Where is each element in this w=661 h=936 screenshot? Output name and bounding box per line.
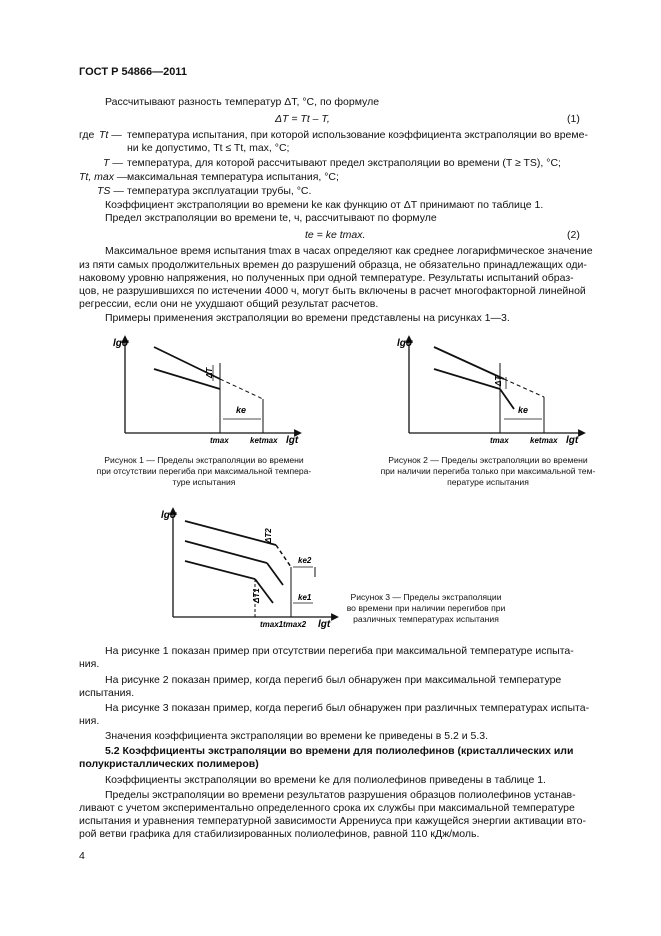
- paragraph-tmax-line-2: из пяти самых продолжительных времен до разрушений образца, не обязательно принадлежащих оди-: [79, 259, 587, 271]
- figure-1-diagram: [110, 333, 310, 445]
- after-line-2: ния.: [79, 658, 100, 670]
- fig1-upper-dashed: [220, 379, 263, 399]
- paragraph-tmax-line-5: регрессии, если они не ухудшают общий результат расчетов.: [79, 298, 379, 310]
- fig3-label-lgs: lgσ: [161, 510, 177, 521]
- figure-3-caption: [326, 592, 526, 625]
- after-line-3: На рисунке 2 показан пример, когда перегиб был обнаружен при максимальной температуре: [105, 674, 562, 686]
- where-ts-desc: температура эксплуатации трубы, °С.: [127, 185, 312, 197]
- paragraph-limits-line-3: испытания и уравнения температурной зависимости Аррениуса при кажущейся энергии активации вто-: [79, 815, 587, 827]
- where-word: где: [79, 129, 95, 141]
- fig2-caption-line-3: пературе испытания: [447, 477, 529, 487]
- paragraph-tmax-line-4: цов, не разрушившихся по истечении 4000 ч, могут быть включены в расчет многофакторной линейной: [79, 285, 586, 297]
- paragraph-ke: Коэффициент экстраполяции во времени ke как функцию от ΔT принимают по таблице 1.: [105, 199, 544, 211]
- fig3-line-1: [185, 521, 276, 545]
- fig3-line-3: [185, 561, 255, 579]
- where-t-desc: температура, для которой рассчитывают предел экстраполяции во времени (T ≥ TS), °С;: [127, 157, 561, 169]
- where-tt-symbol: Tt —: [99, 129, 122, 141]
- paragraph-te: Предел экстраполяции во времени te, ч, рассчитывают по формуле: [105, 212, 437, 224]
- where-ttmax-symbol: Tt, max —: [79, 171, 128, 183]
- fig2-upper-dashed: [504, 379, 544, 397]
- formula-1: ΔT = Tt – T,: [275, 113, 330, 125]
- after-line-4: испытания.: [79, 687, 135, 699]
- fig3-line-2: [185, 541, 267, 563]
- formula-2-number: (2): [567, 229, 580, 241]
- figure-2-caption: [360, 455, 616, 488]
- fig2-label-lgs: lgσ: [397, 338, 413, 349]
- where-tt-desc-2: ни ke допустимо, Tt ≤ Tt, max, °С;: [127, 142, 290, 154]
- paragraph-tmax-line-1: Максимальное время испытания tmax в часах определяют как среднее логарифмическое значение: [105, 245, 593, 257]
- fig3-label-lgt: lgt: [318, 619, 331, 630]
- where-ts-symbol: TS —: [97, 185, 124, 197]
- fig3-line-2-knee: [267, 563, 283, 585]
- figure-2-diagram: [394, 333, 594, 445]
- fig1-label-lgs: lgσ: [113, 338, 129, 349]
- figure-3-diagram: [143, 505, 343, 631]
- fig1-label-ke: ke: [236, 405, 247, 415]
- figure-1-caption: [79, 455, 329, 488]
- after-line-5: На рисунке 3 показан пример, когда перегиб был обнаружен при различных температурах испыта-: [105, 702, 590, 714]
- fig3-label-ke2: ke2: [298, 556, 312, 565]
- fig2-label-dT: ΔT: [494, 375, 503, 386]
- paragraph-tmax-line-3: наковому уровню напряжения, но полученных при одной температуре. Результаты испытаний образ-: [79, 272, 574, 284]
- fig3-label-ke1: ke1: [298, 593, 312, 602]
- after-line-7: Значения коэффициента экстраполяции во времени ke приведены в 5.2 и 5.3.: [105, 730, 489, 742]
- section-5-2-title-2: полукристаллических полимеров): [79, 758, 259, 770]
- paragraph-examples: Примеры применения экстраполяции во времени представлены на рисунках 1—3.: [105, 312, 510, 324]
- after-line-1: На рисунке 1 показан пример при отсутствии перегиба при максимальной температуре испыта-: [105, 645, 574, 657]
- fig1-label-dT: ΔT: [205, 367, 214, 378]
- fig3-label-dT2: ΔT2: [264, 528, 273, 543]
- page-number: 4: [79, 850, 85, 862]
- intro-line: Рассчитывают разность температур ΔT, °С, по формуле: [105, 96, 380, 108]
- fig3-line-1-dashed: [276, 545, 291, 567]
- after-line-6: ния.: [79, 715, 100, 727]
- fig3-caption-line-2: во времени при наличии перегибов при: [346, 603, 506, 613]
- where-tt-desc-1: температура испытания, при которой использование коэффициента экстраполяции во време-: [127, 129, 588, 141]
- where-t-symbol: T —: [103, 157, 123, 169]
- fig1-label-tmax: tmax: [210, 436, 229, 445]
- fig3-caption-line-1: Рисунок 3 — Пределы экстраполяции: [350, 592, 502, 602]
- fig1-label-ketmax: ketmax: [250, 436, 278, 445]
- paragraph-limits-line-2: ливают с учетом экспериментально определенного срока их службы при максимальной температуре: [79, 802, 575, 814]
- fig2-label-tmax: tmax: [490, 436, 509, 445]
- fig3-label-tmax2: tmax2: [283, 620, 307, 629]
- fig1-label-lgt: lgt: [286, 435, 299, 445]
- fig3-caption-line-3: различных температурах испытания: [353, 614, 499, 624]
- fig1-caption-line-1: Рисунок 1 — Пределы экстраполяции во времени: [104, 455, 304, 465]
- section-5-2-title-1: 5.2 Коэффициенты экстраполяции во времени для полиолефинов (кристаллических или: [105, 745, 574, 757]
- fig2-label-ketmax: ketmax: [530, 436, 558, 445]
- document-header: ГОСТ Р 54866—2011: [79, 66, 187, 78]
- paragraph-table-ref: Коэффициенты экстраполяции во времени ke для полиолефинов приведены в таблице 1.: [105, 774, 546, 786]
- fig3-label-dT1: ΔT1: [252, 588, 261, 603]
- paragraph-limits-line-4: рой ветви графика для стабилизированных полиолефинов, равной 110 кДж/моль.: [79, 828, 480, 840]
- formula-1-number: (1): [567, 113, 580, 125]
- fig2-label-ke: ke: [518, 405, 529, 415]
- formula-2: te = ke tmax.: [305, 229, 366, 241]
- fig2-label-lgt: lgt: [566, 435, 579, 445]
- paragraph-limits-line-1: Пределы экстраполяции во времени результатов разрушения образцов полиолефинов устанав-: [105, 789, 576, 801]
- fig2-caption-line-1: Рисунок 2 — Пределы экстраполяции во времени: [388, 455, 588, 465]
- fig3-label-tmax1: tmax1: [260, 620, 284, 629]
- fig1-caption-line-3: туре испытания: [172, 477, 236, 487]
- fig2-upper-line: [434, 347, 504, 379]
- where-ttmax-desc: максимальная температура испытания, °С;: [127, 171, 339, 183]
- fig2-caption-line-2: при наличии перегиба только при максимальной тем-: [380, 466, 596, 476]
- fig1-caption-line-2: при отсутствии перегиба при максимальной темпера-: [96, 466, 312, 476]
- fig2-knee-line: [500, 389, 514, 409]
